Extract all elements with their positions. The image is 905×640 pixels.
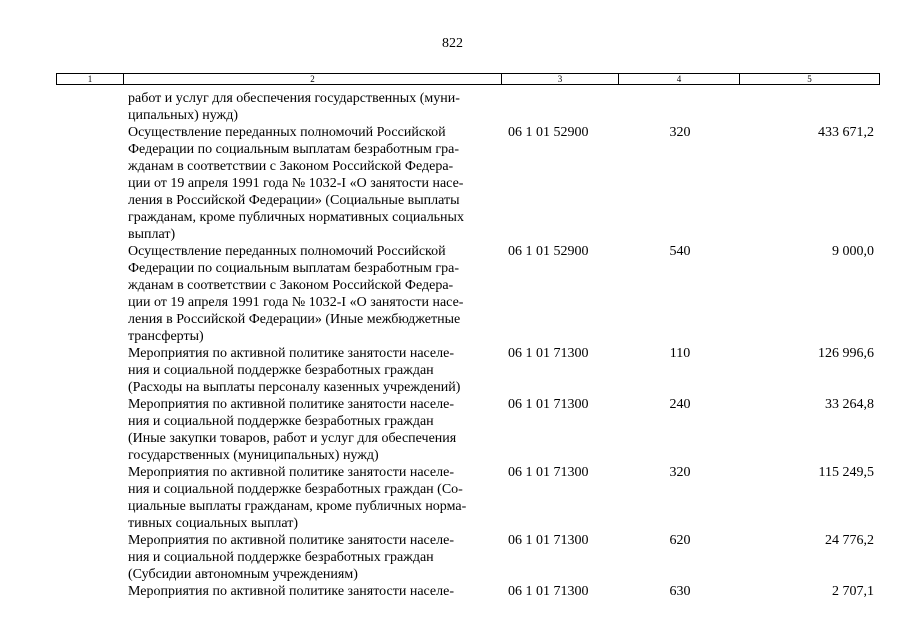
row-expense-type: 240 [669,397,691,412]
row-code: 06 1 01 52900 [508,244,589,259]
row-amount: 115 249,5 [818,465,874,480]
row-expense-type: 320 [669,125,691,140]
row-description: Мероприятия по активной политике занятости населе- ния и социальной поддержке безработных граждан (Расходы на выплаты персоналу казенных учреждений) [128,346,461,395]
row-amount: 33 264,8 [825,397,874,412]
table-row [0,345,905,396]
table-row [0,90,905,124]
table-row [0,464,905,532]
page-number: 822 [442,36,463,51]
table-header [56,73,880,85]
column-header-5: 5 [807,74,812,84]
table-row [0,396,905,464]
row-amount: 2 707,1 [832,584,874,599]
row-code: 06 1 01 71300 [508,584,589,599]
row-description: Осуществление переданных полномочий Российской Федерации по социальным выплатам безработным гра- жданам в соответствии с Законом Российской Федера- ции от 19 апреля 1991 года № 1032-I «О занятости насе- ления в Российской Федерации» (Социальные выплаты гражданам, кроме публичных нормативных социальных выплат) [128,125,464,242]
row-description: Мероприятия по активной политике занятости населе- ния и социальной поддержке безработных граждан (Иные закупки товаров, работ и услуг для обеспечения государственных (муниципальных) нужд) [128,397,457,463]
row-code: 06 1 01 71300 [508,533,589,548]
row-expense-type: 540 [669,244,691,259]
row-amount: 433 671,2 [818,125,874,140]
column-header-2: 2 [124,74,502,84]
table-row [0,124,905,243]
row-code: 06 1 01 71300 [508,465,589,480]
row-expense-type: 110 [669,346,691,361]
row-description: Мероприятия по активной политике занятости населе- ния и социальной поддержке безработных граждан (Со- циальные выплаты гражданам, кроме публичных норма- тивных социальных выплат) [128,465,467,531]
row-amount: 9 000,0 [832,244,874,259]
row-amount: 126 996,6 [818,346,874,361]
row-code: 06 1 01 71300 [508,346,589,361]
table-row [0,583,905,600]
row-expense-type: 620 [669,533,691,548]
row-description: Мероприятия по активной политике занятости населе- ния и социальной поддержке безработных граждан (Субсидии автономным учреждениям) [128,533,454,582]
row-description: Осуществление переданных полномочий Российской Федерации по социальным выплатам безработным гра- жданам в соответствии с Законом Российской Федера- ции от 19 апреля 1991 года № 1032-I «О занятости насе- ления в Российской Федерации» (Иные межбюджетные трансферты) [128,244,464,344]
row-code: 06 1 01 52900 [508,125,589,140]
row-expense-type: 630 [669,584,691,599]
row-description: Мероприятия по активной политике занятости населе- [128,584,454,599]
column-header-4: 4 [619,74,740,84]
table-body [0,90,905,600]
row-expense-type: 320 [669,465,691,480]
column-header-1: 1 [57,74,124,84]
row-amount: 24 776,2 [825,533,874,548]
table-row [0,243,905,345]
row-code: 06 1 01 71300 [508,397,589,412]
table-row [0,532,905,583]
column-header-3: 3 [502,74,619,84]
row-description: работ и услуг для обеспечения государственных (муни- ципальных) нужд) [128,91,460,123]
